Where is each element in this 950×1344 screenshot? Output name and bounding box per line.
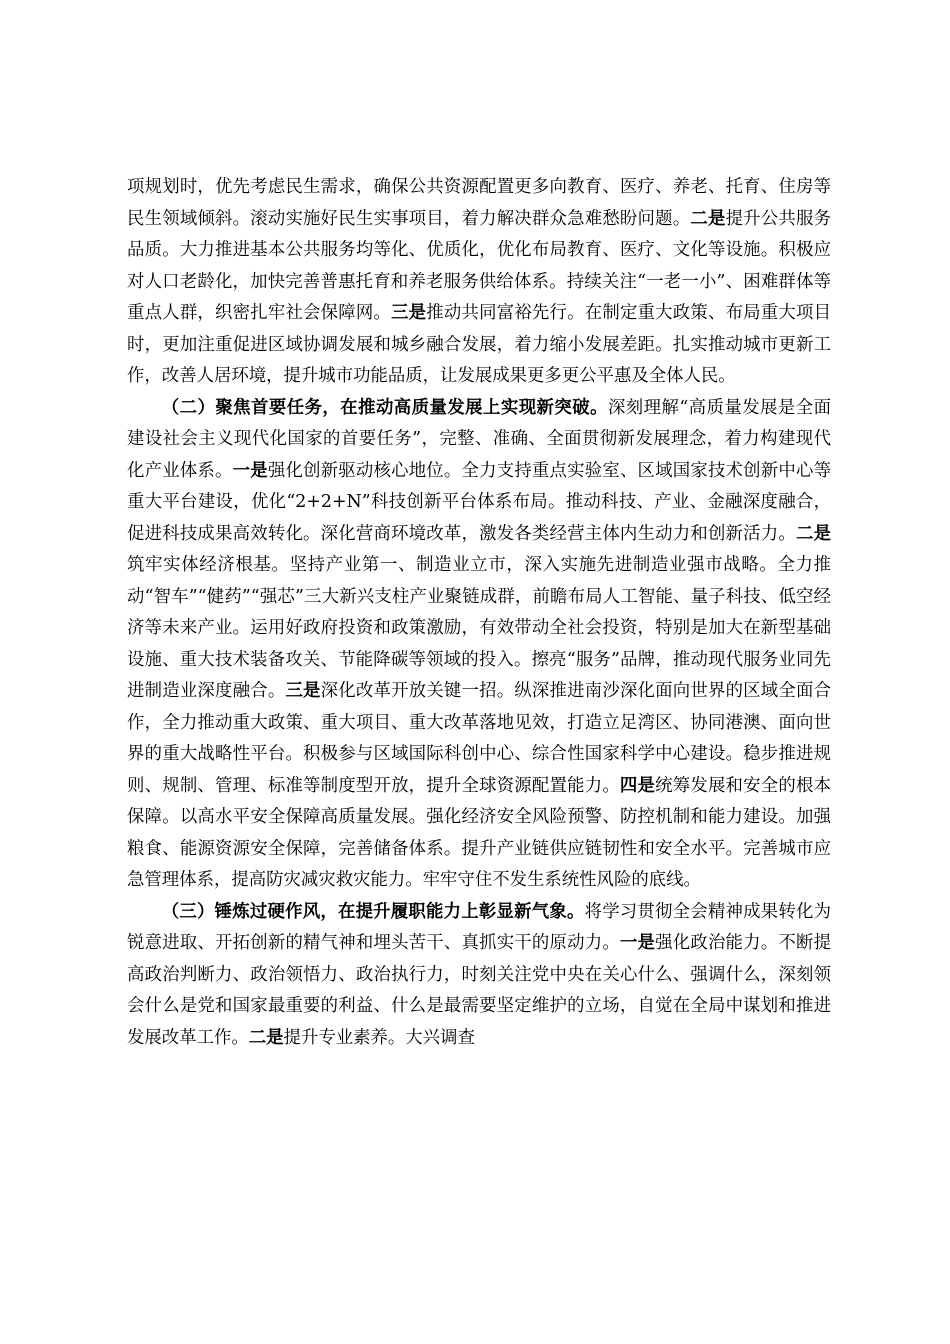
paragraph-2-text-2: 强化创新驱动核心地位。全力支持重点实验室、区域国家技术创新中心等重大平台建设，优化“2+2+N”科技创新平台体系布局。推动科技、产业、金融深度融合，促进科技成果高效转化。深化营商环境改革，激发各类经营主体内生动力和创新活力。 bbox=[127, 460, 831, 544]
paragraph-3-marker-er: 二是 bbox=[248, 1027, 284, 1048]
paragraph-3-text-1: 将学习贯彻全会精神成果转化为锐意进取、开拓创新的精气神和埋头苦干、真抓实干的原动力。 bbox=[127, 901, 831, 953]
paragraph-2 bbox=[127, 393, 831, 897]
paragraph-2-text-4: 深化改革开放关键一招。纵深推进南沙深化面向世界的区域全面合作，全力推动重大政策、重大项目、重大改革落地见效，打造立足湾区、协同港澳、面向世界的重大战略性平台。积极参与区域国际科创中心、综合性国家科学中心建设。稳步推进规则、规制、管理、标准等制度型开放，提升全球资源配置能力。 bbox=[127, 681, 831, 796]
paragraph-2-text-1: 深刻理解“高质量发展是全面建设社会主义现代化国家的首要任务”，完整、准确、全面贯彻新发展理念，着力构建现代化产业体系。 bbox=[127, 397, 831, 481]
document-page bbox=[127, 172, 831, 1054]
paragraph-1-text-2: 提升公共服务品质。大力推进基本公共服务均等化、优质化，优化布局教育、医疗、文化等设施。积极应对人口老龄化，加快完善普惠托育和养老服务供给体系。持续关注“一老一小”、困难群体等重点人群，织密扎牢社会保障网。 bbox=[127, 208, 831, 323]
section-heading-3: （三）锤炼过硬作风，在提升履职能力上彰显新气象。 bbox=[161, 901, 585, 922]
paragraph-1-marker-san: 三是 bbox=[391, 303, 427, 323]
section-heading-2: （二）聚焦首要任务，在推动高质量发展上实现新突破。 bbox=[161, 397, 608, 418]
paragraph-2-text-3: 筑牢实体经济根基。坚持产业第一、制造业立市，深入实施先进制造业强市战略。全力推动“智车”“健药”“强芯”三大新兴支柱产业聚链成群，前瞻布局人工智能、量子科技、低空经济等未来产业。运用好政府投资和政策激励，有效带动全社会投资，特别是加大在新型基础设施、重大技术装备攻关、节能降碳等领域的投入。擦亮“服务”品牌，推动现代服务业同先进制造业深度融合。 bbox=[127, 555, 831, 701]
paragraph-2-marker-er: 二是 bbox=[795, 523, 831, 544]
paragraph-1-text-3: 推动共同富裕先行。在制定重大政策、布局重大项目时，更加注重促进区域协调发展和城乡融合发展，着力缩小发展差距。扎实推动城市更新工作，改善人居环境，提升城市功能品质，让发展成果更多更公平惠及全体人民。 bbox=[127, 303, 831, 386]
paragraph-3-text-3: 提升专业素养。大兴调查 bbox=[283, 1027, 475, 1048]
paragraph-2-marker-yi: 一是 bbox=[232, 460, 268, 481]
paragraph-2-marker-si: 四是 bbox=[619, 775, 656, 796]
paragraph-3-marker-yi: 一是 bbox=[619, 933, 656, 953]
paragraph-3-text-2: 强化政治能力。不断提高政治判断力、政治领悟力、政治执行力，时刻关注党中央在关心什么、强调什么，深刻领会什么是党和国家最重要的利益、什么是最需要坚定维护的立场，自觉在全局中谋划和推进发展改革工作。 bbox=[127, 933, 831, 1048]
paragraph-1-marker-er: 二是 bbox=[690, 208, 726, 229]
paragraph-1 bbox=[127, 172, 831, 393]
paragraph-2-marker-san: 三是 bbox=[285, 681, 321, 701]
paragraph-3 bbox=[127, 897, 831, 1055]
paragraph-1-text-1: 项规划时，优先考虑民生需求，确保公共资源配置更多向教育、医疗、养老、托育、住房等民生领域倾斜。滚动实施好民生实事项目，着力解决群众急难愁盼问题。 bbox=[127, 177, 831, 229]
paragraph-2-text-5: 统筹发展和安全的根本保障。以高水平安全保障高质量发展。强化经济安全风险预警、防控机制和能力建设。加强粮食、能源资源安全保障，完善储备体系。提升产业链供应链韧性和安全水平。完善城市应急管理体系，提高防灾减灾救灾能力。牢牢守住不发生系统性风险的底线。 bbox=[127, 775, 831, 890]
